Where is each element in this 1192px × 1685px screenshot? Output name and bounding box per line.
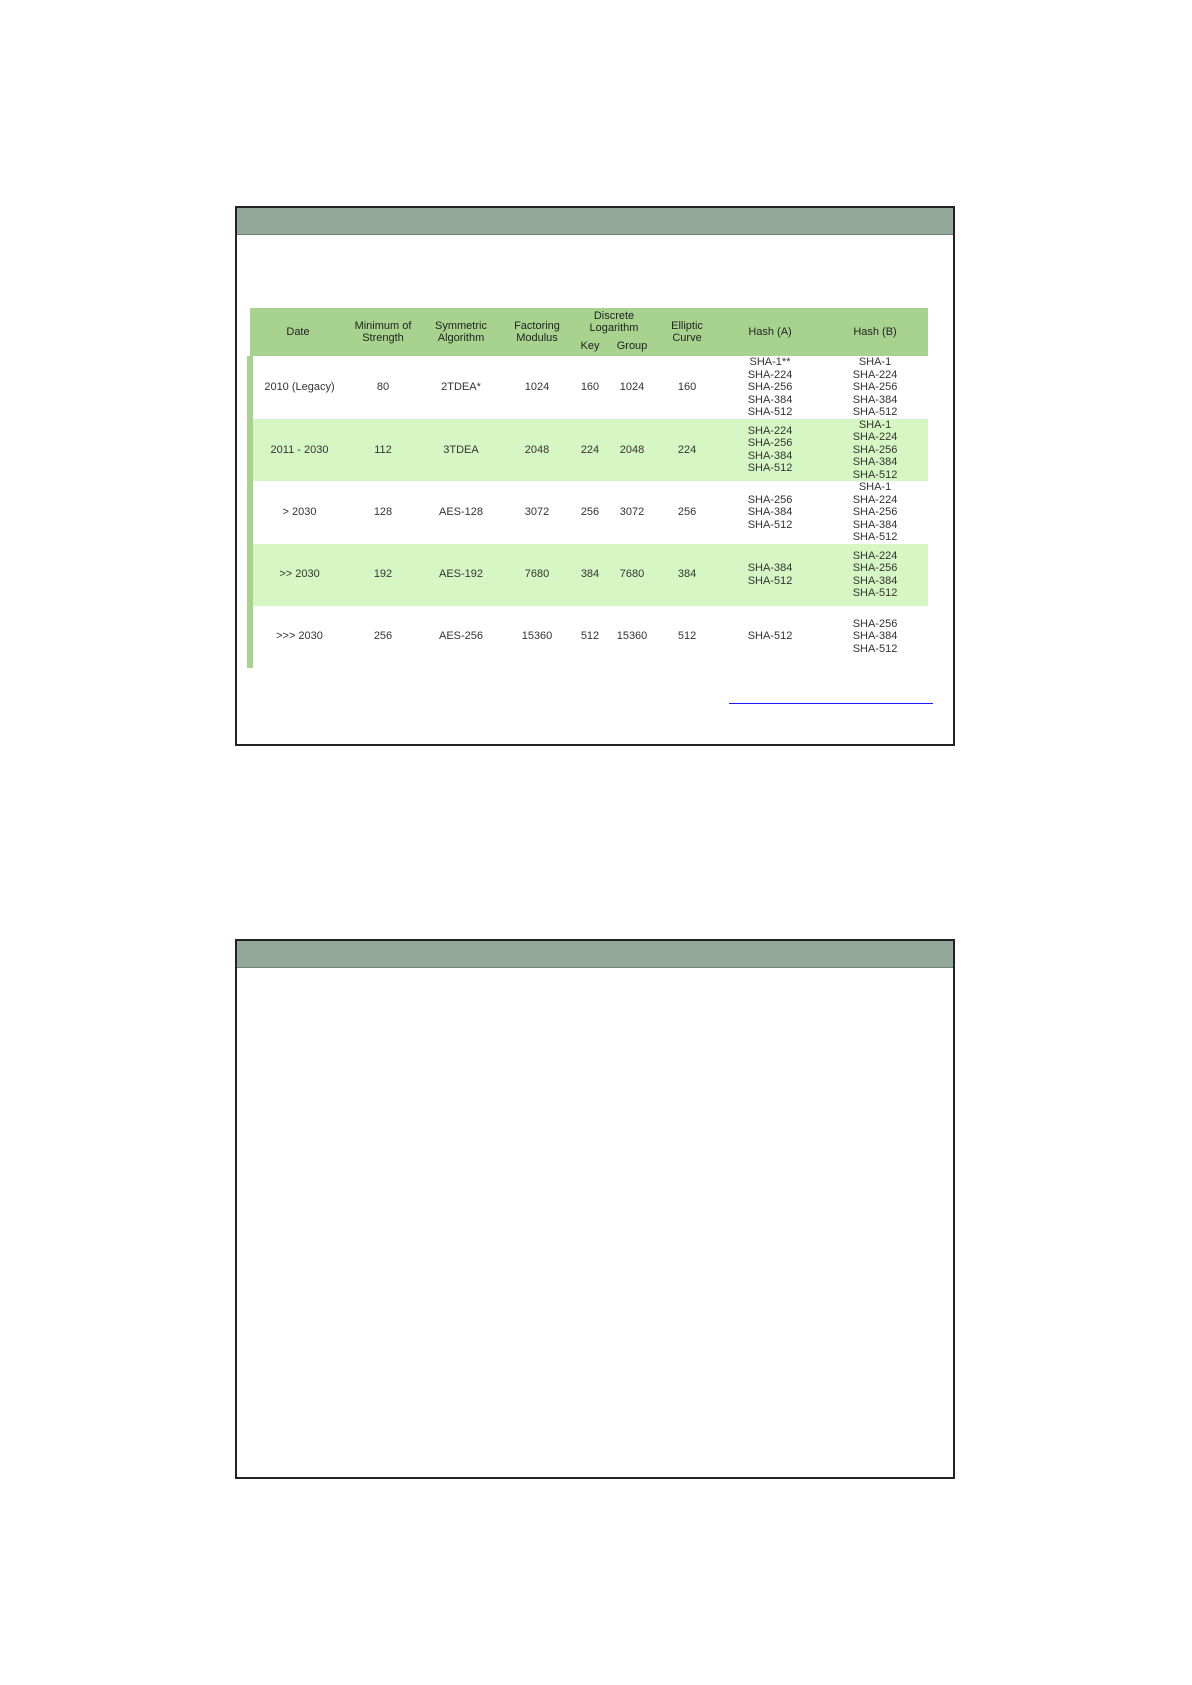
header-factoring-modulus: Factoring Modulus	[502, 308, 572, 356]
table-row	[250, 356, 928, 419]
cell-hash-b	[822, 356, 928, 419]
hash-item: SHA-384	[852, 456, 898, 468]
cell-date: >> 2030	[250, 544, 346, 606]
cell-factoring: 1024	[502, 356, 572, 419]
hash-item: SHA-1	[858, 481, 892, 493]
hash-item: SHA-384	[852, 518, 898, 531]
hash-item: SHA-512	[747, 406, 793, 418]
cell-hash-a	[718, 606, 822, 668]
cell-strength: 80	[346, 356, 420, 419]
hash-item: SHA-512	[747, 574, 793, 587]
slide-header-bar	[237, 208, 953, 235]
hash-item: SHA-256	[852, 506, 898, 518]
key-strength-table	[247, 308, 928, 668]
cell-hash-b	[822, 544, 928, 606]
cell-symmetric: AES-128	[420, 481, 502, 544]
cell-dl-group: 7680	[608, 544, 656, 606]
hash-item: SHA-512	[852, 642, 898, 655]
hash-item: SHA-1	[858, 356, 892, 368]
hash-item: SHA-256	[852, 381, 898, 393]
hash-item: SHA-256	[747, 493, 793, 506]
cell-hash-a	[718, 356, 822, 419]
hash-item: SHA-224	[747, 368, 793, 381]
hash-item: SHA-384	[852, 574, 898, 587]
hash-item: SHA-384	[747, 562, 793, 574]
key-strength-table-container	[247, 308, 925, 684]
cell-strength: 256	[346, 606, 420, 668]
hash-item: SHA-224	[852, 431, 898, 443]
cell-hash-b	[822, 481, 928, 544]
hash-item: SHA-256	[747, 437, 793, 450]
cell-symmetric: AES-256	[420, 606, 502, 668]
hash-item: SHA-1**	[749, 356, 791, 368]
hash-item: SHA-384	[852, 630, 898, 643]
cell-date: 2010 (Legacy)	[250, 356, 346, 419]
header-dl-group: Group	[608, 336, 656, 356]
cell-factoring: 3072	[502, 481, 572, 544]
cell-dl-key: 256	[572, 481, 608, 544]
cell-symmetric: AES-192	[420, 544, 502, 606]
cell-hash-a	[718, 481, 822, 544]
cell-dl-key: 512	[572, 606, 608, 668]
hash-item: SHA-512	[747, 462, 793, 475]
hash-item: SHA-384	[747, 449, 793, 462]
hash-item: SHA-224	[747, 424, 793, 437]
cell-symmetric: 3TDEA	[420, 419, 502, 482]
hash-item: SHA-224	[852, 368, 898, 381]
table-row	[250, 419, 928, 482]
cell-dl-group: 2048	[608, 419, 656, 482]
cell-date: > 2030	[250, 481, 346, 544]
hash-item: SHA-384	[747, 393, 793, 406]
cell-hash-b	[822, 419, 928, 482]
cell-date: 2011 - 2030	[250, 419, 346, 482]
header-date: Date	[250, 308, 346, 356]
header-dl-key: Key	[572, 336, 608, 356]
hash-item: SHA-384	[747, 506, 793, 518]
hash-item: SHA-512	[747, 630, 793, 643]
header-min-strength: Minimum of Strength	[346, 308, 420, 356]
cell-ec: 256	[656, 481, 718, 544]
hash-item: SHA-224	[852, 493, 898, 506]
cell-hash-b	[822, 606, 928, 668]
header-hash-b: Hash (B)	[822, 308, 928, 356]
hash-item: SHA-1	[858, 418, 892, 431]
cell-dl-key: 160	[572, 356, 608, 419]
cell-hash-a	[718, 419, 822, 482]
cell-strength: 112	[346, 419, 420, 482]
slide-2	[235, 939, 955, 1479]
cell-factoring: 2048	[502, 419, 572, 482]
hash-item: SHA-256	[852, 617, 898, 630]
header-symmetric-algorithm: Symmetric Algorithm	[420, 308, 502, 356]
hash-item: SHA-256	[852, 443, 898, 456]
hash-item: SHA-512	[852, 468, 898, 481]
header-discrete-logarithm: Discrete Logarithm	[572, 308, 656, 336]
cell-ec: 160	[656, 356, 718, 419]
hash-item: SHA-512	[852, 531, 898, 543]
cell-dl-key: 384	[572, 544, 608, 606]
hash-item: SHA-384	[852, 393, 898, 406]
cell-ec: 384	[656, 544, 718, 606]
cell-ec: 224	[656, 419, 718, 482]
hash-item: SHA-512	[852, 587, 898, 599]
cell-dl-key: 224	[572, 419, 608, 482]
cell-factoring: 15360	[502, 606, 572, 668]
cell-ec: 512	[656, 606, 718, 668]
cell-date: >>> 2030	[250, 606, 346, 668]
cell-factoring: 7680	[502, 544, 572, 606]
cell-strength: 128	[346, 481, 420, 544]
cell-strength: 192	[346, 544, 420, 606]
hash-item: SHA-224	[852, 549, 898, 562]
hash-item: SHA-256	[852, 562, 898, 574]
slide-header-bar	[237, 941, 953, 968]
table-row	[250, 544, 928, 606]
cell-hash-a	[718, 544, 822, 606]
slide-1	[235, 206, 955, 746]
header-hash-a: Hash (A)	[718, 308, 822, 356]
cell-symmetric: 2TDEA*	[420, 356, 502, 419]
table-row	[250, 606, 928, 668]
hash-item: SHA-256	[747, 381, 793, 393]
table-row	[250, 481, 928, 544]
hash-item: SHA-512	[747, 518, 793, 531]
cell-dl-group: 1024	[608, 356, 656, 419]
cell-dl-group: 3072	[608, 481, 656, 544]
hash-item: SHA-512	[852, 406, 898, 418]
cell-dl-group: 15360	[608, 606, 656, 668]
source-link[interactable]	[729, 703, 933, 704]
header-elliptic-curve: Elliptic Curve	[656, 308, 718, 356]
